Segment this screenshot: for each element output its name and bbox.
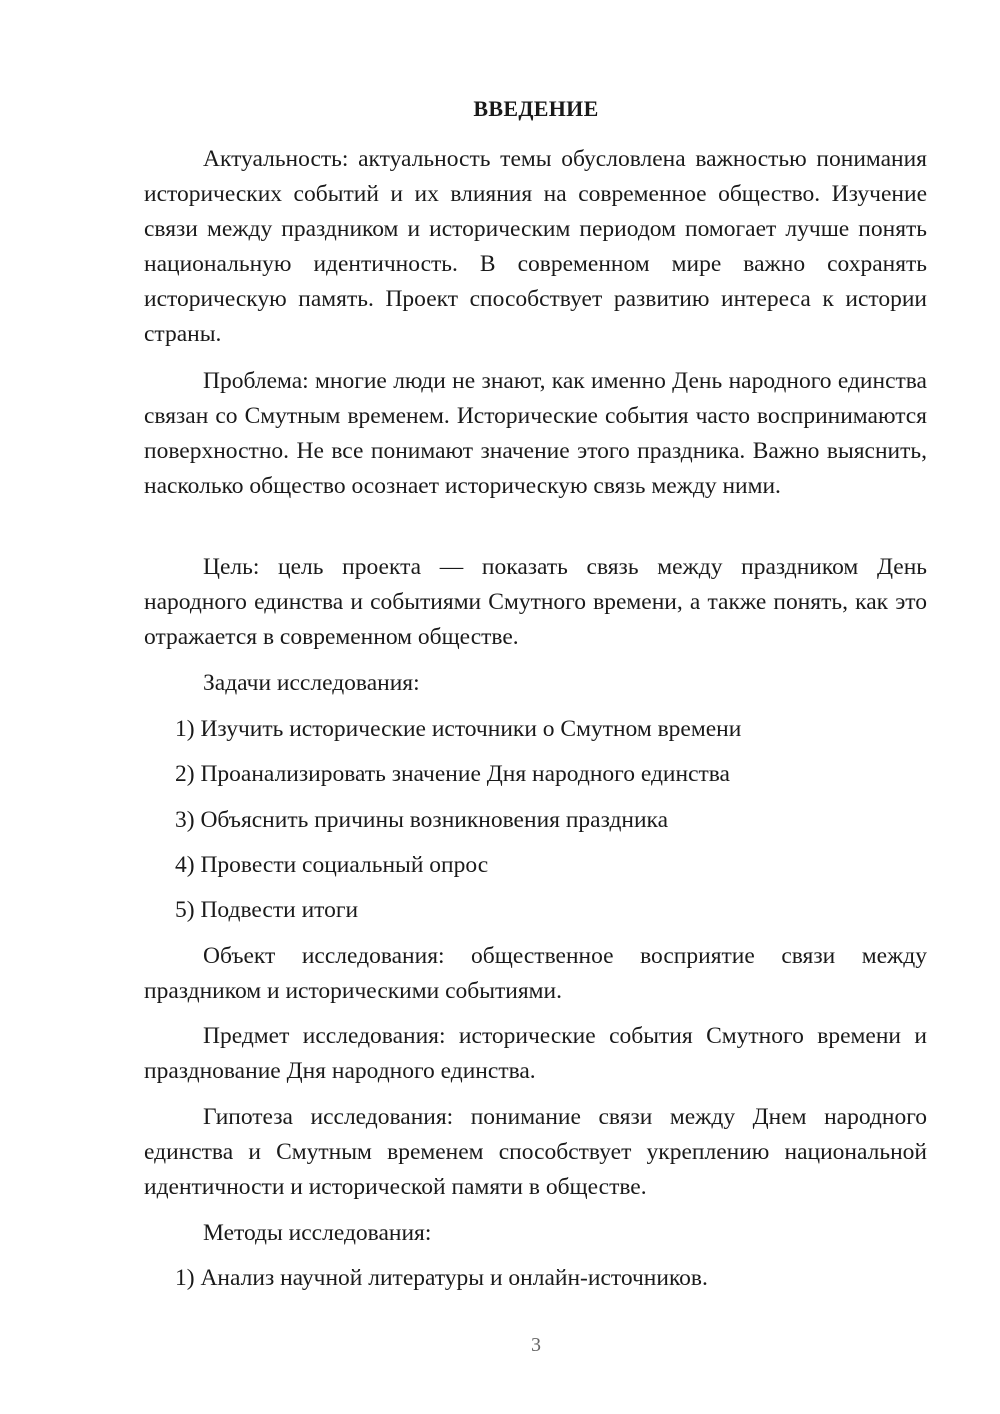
page-number: 3	[531, 1334, 541, 1356]
task-item: 1) Изучить исторические источники о Смутном времени	[175, 716, 742, 742]
task-item: 2) Проанализировать значение Дня народного единства	[175, 761, 730, 787]
hypothesis-paragraph: Гипотеза исследования: понимание связи между Днем народного единства и Смутным временем способствует укреплению национальной идентичности и исторической памяти в обществе.	[144, 1104, 927, 1200]
method-item: 1) Анализ научной литературы и онлайн-источников.	[175, 1265, 708, 1291]
subject-paragraph: Предмет исследования: исторические события Смутного времени и празднование Дня народного единства.	[144, 1023, 927, 1084]
task-item: 3) Объяснить причины возникновения праздника	[175, 807, 669, 833]
tasks-heading: Задачи исследования:	[203, 670, 420, 696]
methods-heading: Методы исследования:	[203, 1220, 432, 1246]
relevance-paragraph: Актуальность: актуальность темы обусловлена важностью понимания исторических событий и их влияния на современное общество. Изучение связи между праздником и историческим периодом помогает лучше понять национальную идентичность. В современном мире важно сохранять историческую память. Проект способствует развитию интереса к истории страны.	[144, 146, 927, 347]
problem-paragraph: Проблема: многие люди не знают, как именно День народного единства связан со Смутным временем. Исторические события часто воспринимаются поверхностно. Не все понимают значение этого праздника. Важно выяснить, насколько общество осознает историческую связь между ними.	[144, 368, 927, 499]
task-item: 4) Провести социальный опрос	[175, 852, 489, 878]
page-title: ВВЕДЕНИЕ	[473, 96, 599, 121]
task-item: 5) Подвести итоги	[175, 897, 359, 923]
goal-paragraph: Цель: цель проекта — показать связь между праздником День народного единства и событиями Смутного времени, а также понять, как это отражается в современном обществе.	[144, 554, 927, 650]
object-paragraph: Объект исследования: общественное восприятие связи между праздником и историческими событиями.	[144, 943, 927, 1004]
